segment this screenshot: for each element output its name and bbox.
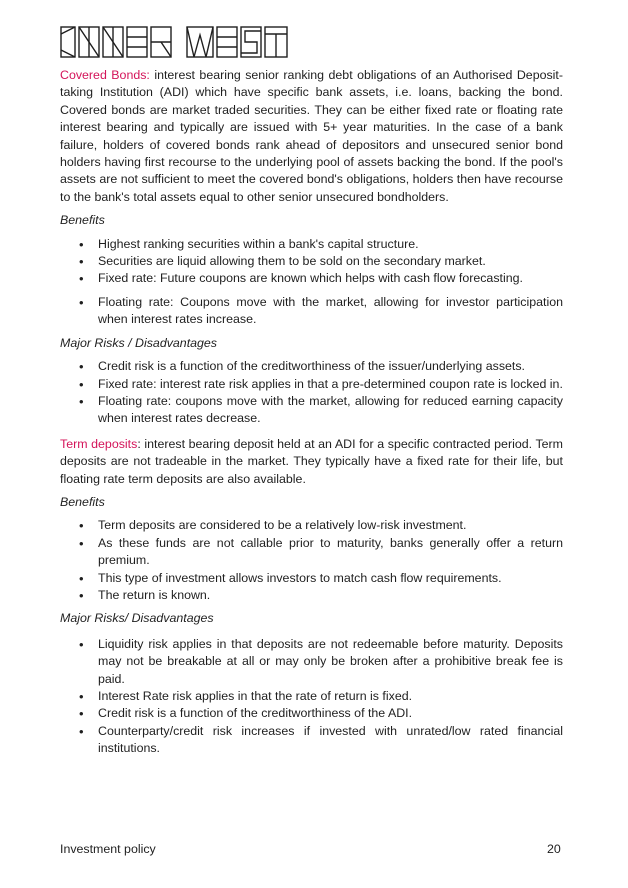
- covered-bonds-benefits-list: [60, 236, 563, 329]
- list-item: • Interest Rate risk applies in that the rate of return is fixed.: [60, 688, 563, 705]
- covered-bonds-risks-heading: Major Risks / Disadvantages: [60, 335, 218, 350]
- footer-title: Investment policy: [60, 842, 156, 856]
- list-item: • Fixed rate: interest rate risk applies in that a pre-determined coupon rate is locked in.: [60, 376, 563, 393]
- term-deposits-benefits-heading: Benefits: [60, 494, 105, 509]
- list-item: • As these funds are not callable prior to maturity, banks generally offer a return premium.: [60, 535, 563, 570]
- covered-bonds-body: interest bearing senior ranking debt obligations of an Authorised Deposit-taking Institution (ADI) which have specific bank assets, i.e. loans, backing the bond. Covered bonds are market traded securities. They can be either fixed rate or floating rate interest bearing and typically are issued with 5+ year maturities. In the case of a bank failure, holders of covered bonds rank ahead of depositors and unsecured senior bond holders having first recourse to the underlying pool of assets backing the bond. If the pool's assets are not sufficient to meet the covered bond's obligations, holders then have recourse to the bank's total assets equal to other senior unsecured bondholders.: [60, 68, 563, 204]
- list-item: • Highest ranking securities within a bank's capital structure.: [60, 236, 563, 253]
- term-deposits-benefits-list: [60, 517, 563, 604]
- term-deposits-body: : interest bearing deposit held at an ADI for a specific contracted period. Term deposits are not tradeable in the market. They typically have a fixed rate for their life, but floating rate term deposits are also available.: [60, 436, 563, 486]
- term-deposits-paragraph: [60, 436, 563, 488]
- list-item: • Counterparty/credit risk increases if invested with unrated/low rated financial institutions.: [60, 723, 563, 758]
- list-item: • Floating rate: coupons move with the market, allowing for reduced earning capacity when interest rates decrease.: [60, 393, 563, 428]
- covered-bonds-term: Covered Bonds:: [60, 68, 150, 82]
- term-deposits-risks-heading: Major Risks/ Disadvantages: [60, 611, 214, 626]
- main-content: [60, 67, 563, 758]
- covered-bonds-benefits-heading: Benefits: [60, 213, 105, 228]
- list-item: • Credit risk is a function of the creditworthiness of the issuer/underlying assets.: [60, 358, 563, 375]
- list-item: • This type of investment allows investors to match cash flow requirements.: [60, 570, 563, 587]
- list-item: • Term deposits are considered to be a relatively low-risk investment.: [60, 517, 563, 534]
- term-deposits-risks-list: [60, 636, 563, 758]
- covered-bonds-risks-list: [60, 358, 563, 428]
- inner-west-logo: [60, 25, 300, 59]
- list-item: • Floating rate: Coupons move with the market, allowing for investor participation when interest rates increase.: [60, 294, 563, 329]
- list-item: • Fixed rate: Future coupons are known which helps with cash flow forecasting.: [60, 270, 563, 287]
- page-number: 20: [547, 842, 561, 856]
- list-item: • Liquidity risk applies in that deposits are not redeemable before maturity. Deposits may not be breakable at all or may only be broken after a prohibitive break fee is paid.: [60, 636, 563, 688]
- term-deposits-term: Term deposits: [60, 436, 138, 451]
- list-item: • Credit risk is a function of the creditworthiness of the ADI.: [60, 705, 563, 722]
- covered-bonds-paragraph: [60, 67, 563, 206]
- list-item: • Securities are liquid allowing them to be sold on the secondary market.: [60, 253, 563, 270]
- list-item: • The return is known.: [60, 587, 563, 604]
